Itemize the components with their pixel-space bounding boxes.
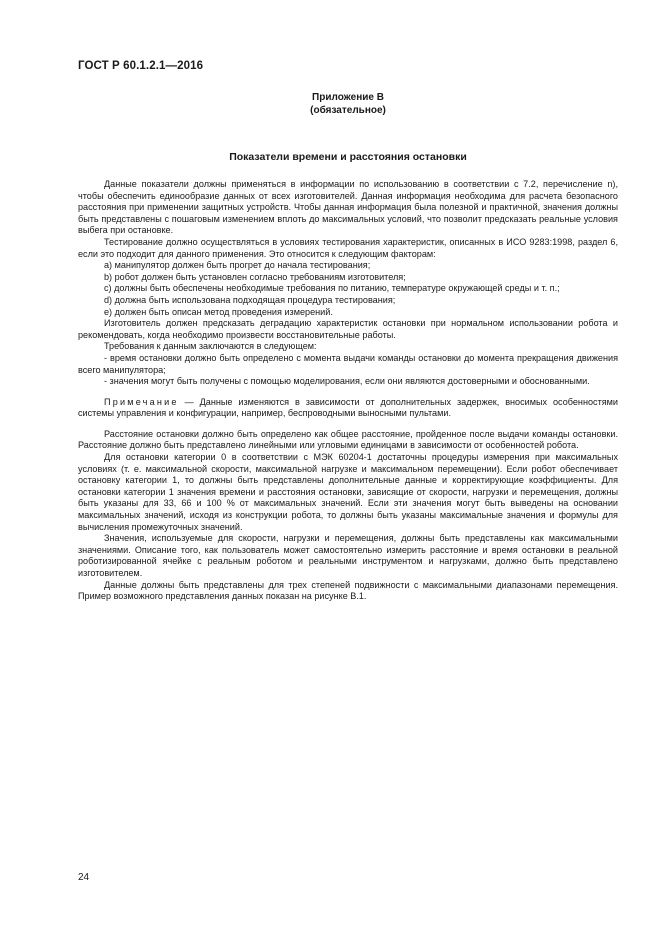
paragraph: Значения, используемые для скорости, нагрузки и перемещения, должны быть представлены как максимальными значениями. Описание того, как пользователь может самостоятельно измерить расстояние и время остановки в реальной роботизированной ячейке с реальным роботом и реальными инструментом и нагрузками, должно быть представлено изготовителем. (78, 533, 618, 578)
appendix-heading (78, 92, 618, 117)
paragraph: Тестирование должно осуществляться в условиях тестирования характеристик, описанных в ИСО 9283:1998, раздел 6, если это подходит для данного применения. Это относится к следующим факторам: (78, 236, 618, 259)
note-text: — Данные изменяются в зависимости от дополнительных задержек, вносимых особенностями системы управления и конфигурации, например, беспроводными выносными пультами. (78, 396, 618, 419)
list-item: - время остановки должно быть определено с момента выдачи команды остановки до момента прекращения движения всего манипулятора; (78, 352, 618, 375)
paragraph: Расстояние остановки должно быть определено как общее расстояние, пройденное после выдачи команды остановки. Расстояние должно быть представлено линейными или угловыми единицами в зависимости от особенностей робота. (78, 428, 618, 451)
list-item: а) манипулятор должен быть прогрет до начала тестирования; (104, 260, 371, 271)
appendix-label: Приложение В (312, 92, 384, 103)
body-text (78, 179, 618, 603)
list-item: d) должна быть использована подходящая процедура тестирования; (104, 294, 396, 305)
paragraph: Требования к данным заключаются в следующем: (104, 341, 317, 352)
list-item: e) должен быть описан метод проведения измерений. (104, 306, 333, 317)
paragraph: Данные показатели должны применяться в информации по использованию в соответствии с 7.2, перечисление n), чтобы обеспечить единообразие данных от всех изготовителей. Данная информация необходима для расчета безопасного расстояния при применении защитных устройств. Чтобы данная информация была полезной и практичной, значения должны быть представлены с пошаговым изменением вплоть до максимальных условий, что позволит предсказать реальные условия выбега при остановке. (78, 179, 618, 236)
note (78, 397, 618, 420)
page-number: 24 (78, 872, 90, 883)
section-title: Показатели времени и расстояния остановки (229, 151, 467, 163)
list-item: - значения могут быть получены с помощью моделирования, если они являются достоверными и обоснованными. (104, 376, 590, 387)
list-item: b) робот должен быть установлен согласно требованиям изготовителя; (104, 271, 406, 282)
paragraph: Для остановки категории 0 в соответствии с МЭК 60204-1 достаточны процедуры измерения при максимальных условиях (т. е. максимальной скорости, максимальной нагрузке и максимальном перемещении). Если робот обеспечивает остановку категории 1, то должны быть представлены дополнительные данные и корректирующие коэффициенты. Для остановки категории 1 значения времени и расстояния остановки, зависящие от скорости, нагрузки и перемещения, должны быть указаны для 33, 66 и 100 % от максимальных значений. Если эти значения могут быть выведены на основании максимальных значений, исходя из конструкции робота, то должны быть указаны максимальные значения и формулы для вычисления промежуточных значений. (78, 452, 618, 532)
note-label: Примечание (104, 396, 179, 407)
standard-header: ГОСТ Р 60.1.2.1—2016 (78, 60, 204, 72)
list-item: c) должны быть обеспечены необходимые требования по питанию, температуре окружающей среды и т. п.; (104, 283, 560, 294)
paragraph: Данные должны быть представлены для трех степеней подвижности с максимальными диапазонами перемещения. Пример возможного представления данных показан на рисунке В.1. (78, 579, 618, 602)
appendix-status: (обязательное) (310, 104, 386, 116)
paragraph: Изготовитель должен предсказать деградацию характеристик остановки при нормальном использовании робота и рекомендовать, когда необходимо произвести восстановительные работы. (78, 318, 618, 340)
